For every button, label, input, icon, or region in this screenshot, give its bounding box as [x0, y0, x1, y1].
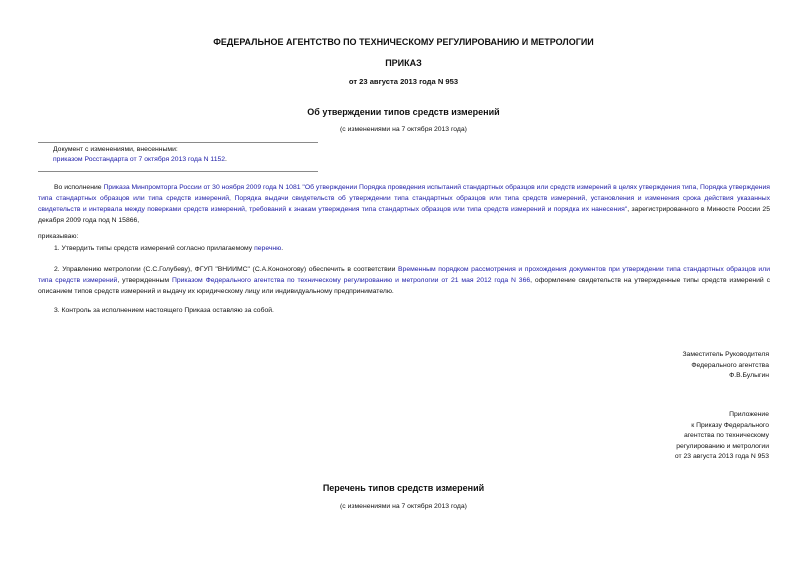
amendments-line: Документ с изменениями, внесенными: — [53, 146, 178, 153]
item-1-suffix: . — [281, 245, 284, 252]
date-number: от 23 августа 2013 года N 953 — [348, 77, 459, 86]
amendment-link-suffix: . — [225, 156, 227, 163]
signature-position: Заместитель Руководителя — [682, 351, 769, 358]
amendments-bottom-rule — [38, 171, 318, 172]
item-2 — [38, 264, 770, 297]
rosstandart-order-366-link[interactable]: Приказом Федерального агентства по техническому регулированию и метрологии от 21 мая 2012 года N 366 — [171, 277, 531, 284]
appendix-note-line1: Приложение — [729, 411, 769, 418]
changes-note: (с изменениями на 7 октября 2013 года) — [340, 126, 467, 133]
item-2-text: 2. Управлению метрологии (С.С.Голубеву), ФГУП "ВНИИМС" (С.А.Кононогову) обеспечить в соответствии — [54, 266, 399, 273]
item-3: 3. Контроль за исполнением настоящего Приказа оставляю за собой. — [54, 307, 274, 314]
item-2-rest: , оформление свидетельств на утвержденные типы средств измерений с описанием типов средств измерений и выдачу их юридическому лицу или индивидуальному предпринимателю. — [38, 277, 770, 295]
appendix-note-line3: агентства по техническому — [683, 432, 769, 440]
appendix-title: Перечень типов средств измерений — [322, 483, 485, 493]
signature-block — [560, 350, 769, 382]
appendix-changes-note: (с изменениями на 7 октября 2013 года) — [340, 503, 467, 510]
amendment-order-link[interactable]: приказом Росстандарта от 7 октября 2013 года N 1152 — [53, 156, 226, 163]
list-link[interactable]: перечню — [254, 245, 282, 252]
appendix-note — [560, 410, 769, 463]
signature-agency: Федерального агентства — [691, 361, 769, 369]
appendix-note-line2: к Приказу Федерального — [691, 421, 769, 429]
preamble-registration: , зарегистрированного в Минюсте России 25 декабря 2009 года под N 15866, — [38, 206, 770, 224]
minpromtorg-order-link[interactable]: Приказа Минпромторга России от 30 ноября 2009 года N 1081 "Об утверждении Порядка проведения испытаний стандартных образцов или средств измерений в целях утверждения типа, Порядка утверждения типа стандартных образцов или типа средств измерений, Порядка выдачи свидетельств об утверждении типа стандартных образцов или типа средств измерений, установления и изменения срока действия указанных свидетельств и интервала между поверками средств измерений, требований к знакам утверждения типа стандартных образцов или типа средств измерений и порядка их нанесения" — [38, 184, 770, 213]
order-word: приказываю: — [38, 233, 79, 240]
preamble-text: Во исполнение — [54, 184, 104, 191]
item-1-text: 1. Утвердить типы средств измерений согласно прилагаемому — [54, 245, 255, 252]
amendments-link-row — [53, 156, 227, 163]
agency-heading: ФЕДЕРАЛЬНОЕ АГЕНТСТВО ПО ТЕХНИЧЕСКОМУ РЕГУЛИРОВАНИЮ И МЕТРОЛОГИИ — [213, 37, 594, 47]
item-1 — [54, 245, 283, 252]
amendments-top-rule — [38, 142, 318, 143]
signature-name: Ф.В.Булыгин — [729, 372, 769, 380]
doc-type: ПРИКАЗ — [385, 58, 422, 68]
appendix-note-line5: от 23 августа 2013 года N 953 — [674, 453, 769, 461]
page-title: Об утверждении типов средств измерений — [307, 107, 500, 117]
item-2-approved: , утвержденным — [117, 277, 172, 284]
temporary-procedure-link[interactable]: Временным порядком рассмотрения и прохождения документов при утверждении типа стандартных образцов или типа средств измерений — [38, 266, 770, 284]
appendix-note-line4: регулированию и метрологии — [676, 442, 769, 450]
preamble-paragraph — [38, 182, 770, 226]
